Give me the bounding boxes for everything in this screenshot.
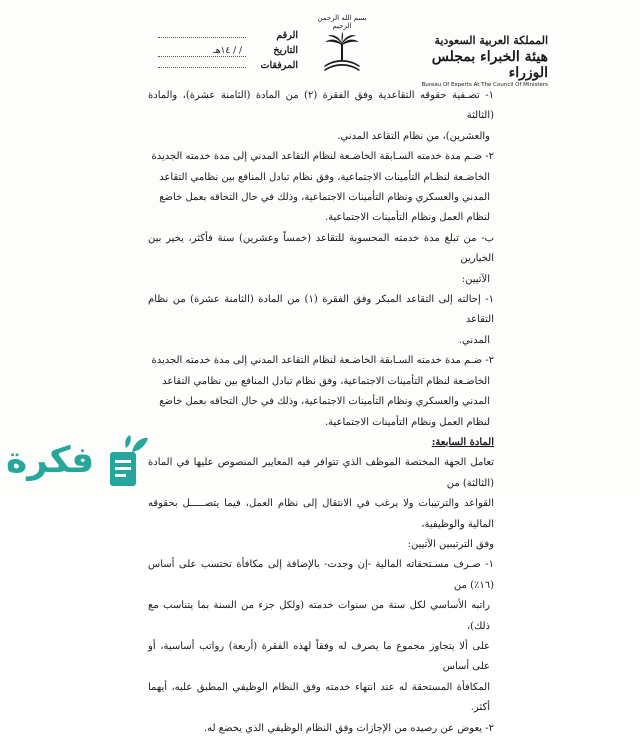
- body-line: على ألا يتجاوز مجموع ما يصرف له وفقاً لهذه الفقرة (أربعة) رواتب أساسية، أو على أساس: [148, 640, 490, 673]
- body-line: المدني والعسكري ونظام التأمينات الاجتماعية، وذلك في حال التحاقه بعمل خاضع: [159, 396, 490, 408]
- watermark-brand: فكرة: [6, 440, 95, 481]
- document-body: [148, 86, 494, 739]
- body-line: لنظام العمل ونظام التأمينات الاجتماعية.: [324, 212, 490, 224]
- body-line: ب- من تبلغ مدة خدمته المحسوبة للتقاعد (خمساً وعشرين) سنة فأكثر، يخير بين الخيارين: [148, 232, 494, 265]
- bismillah: بسم الله الرحمن الرحيم: [317, 14, 367, 30]
- ref-attachments-value: [158, 67, 246, 68]
- ref-number-value: [158, 37, 246, 38]
- body-line: المدني والعسكري ونظام التأمينات الاجتماعية، وذلك في حال التحاقه بعمل خاضع: [159, 192, 490, 204]
- body-line: وفق الترتيبين الآتيين:: [407, 538, 494, 550]
- palm-swords-icon: [319, 32, 365, 74]
- ref-attachments-row: [158, 60, 298, 75]
- article-heading: المادة السابعة:: [431, 436, 494, 448]
- ref-date-value: / / ١٤هـ: [158, 46, 246, 57]
- letterhead-issuer: [418, 34, 548, 88]
- body-line: ٢- ضـم مدة خدمته السـابقة الخاضـعة لنظام التقاعد المدني إلى مدة خدمته الجديدة: [151, 355, 494, 367]
- ref-date-label: التاريخ: [273, 45, 298, 56]
- body-line: ١- صـرف مسـتحقاته المالية -إن وجدت- بالإضافة إلى مكافأة تحتسب على أساس (١٦٪) من: [148, 559, 494, 591]
- reference-fields: [158, 30, 298, 75]
- body-line: الآتيين:: [461, 273, 490, 285]
- body-line: الخاضـعة لنظام التأمينات الاجتماعية، وفق نظام تبادل المنافع بين نظامي التقاعد: [162, 375, 490, 387]
- bureau-name: هيئة الخبراء بمجلس الوزراء: [431, 49, 548, 81]
- ref-date-row: [158, 45, 298, 60]
- body-line: ٢- يعوض عن رصيده من الإجازات وفق النظام الوظيفي الذي يخضع له.: [203, 722, 494, 734]
- document-leaf-icon: [104, 434, 150, 490]
- body-line: ١- تصـفية حقوقه التقاعدية وفق الفقرة (٢) من المادة (الثامنة عشرة)، والمادة (الثالثة: [148, 90, 494, 122]
- watermark-logo: [4, 432, 154, 494]
- ref-number-row: [158, 30, 298, 45]
- ref-number-label: الرقم: [276, 30, 298, 41]
- kingdom-name: المملكة العربية السعودية: [434, 34, 548, 47]
- body-line: ٢- ضـم مدة خدمته السـابقة الخاضـعة لنظام التقاعد المدني إلى مدة خدمته الجديدة: [151, 151, 494, 163]
- body-line: راتبه الأساسي لكل سنة من سنوات خدمته (ولكل جزء من السنة بما يتناسب مع ذلك)،: [148, 600, 490, 632]
- bureau-name-en: Bureau Of Experts At The Council Of Ministers: [421, 82, 548, 88]
- ref-attachments-label: المرفقات: [260, 60, 298, 71]
- body-line: المدني.: [458, 334, 490, 346]
- body-line: القواعد والترتيبات ولا يرغب في الانتقال إلى نظام العمل، فيما يتصـــــل بحقوقه المالية والوظيفية،: [148, 498, 494, 530]
- body-line: تعامل الجهة المختصة الموظف الذي تتوافر فيه المعايير المنصوص عليها في المادة (الثالثة) من: [148, 457, 494, 489]
- body-line: الخاضـعة لنظـام التأمينات الاجتماعية، وفق نظام تبادل المنافع بين نظامي التقاعد: [159, 171, 490, 183]
- emblem: [312, 14, 372, 74]
- body-line: والعشرين)، من نظام التقاعد المدني.: [337, 130, 490, 142]
- body-line: المكافأة المستحقة له عند انتهاء خدمته وفق النظام الوظيفي المطبق عليه، أيهما أكثر.: [148, 681, 490, 714]
- body-line: لنظام العمل ونظام التأمينات الاجتماعية.: [324, 416, 490, 428]
- body-line: ١- إحالته إلى التقاعد المبكر وفق الفقرة (١) من المادة (الثامنة عشرة) من نظام التقاعد: [148, 294, 494, 326]
